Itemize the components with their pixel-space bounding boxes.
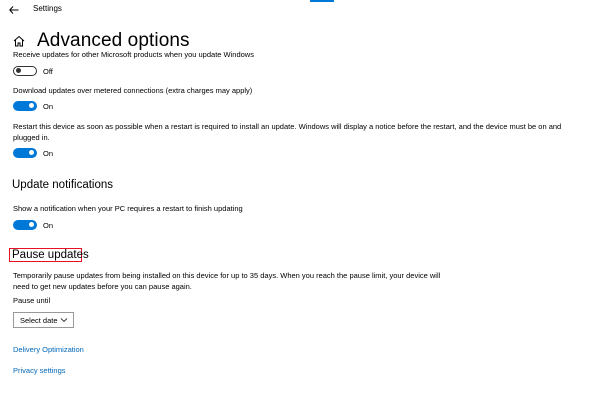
restart-description-line1: Restart this device as soon as possible when a restart is required to install an update. Windows will display a notice before the restart, and the device must be on and [13, 122, 562, 131]
other-products-toggle[interactable] [13, 66, 37, 76]
other-products-description: Receive updates for other Microsoft products when you update Windows [13, 50, 254, 59]
delivery-optimization-link[interactable]: Delivery Optimization [13, 345, 84, 354]
back-arrow-icon [9, 6, 19, 14]
page-title: Advanced options [37, 30, 190, 51]
home-icon [13, 35, 25, 47]
metered-connections-description: Download updates over metered connections (extra charges may apply) [13, 86, 253, 95]
select-value: Select date [20, 315, 58, 325]
home-button[interactable] [12, 34, 26, 48]
metered-connections-toggle[interactable] [13, 101, 37, 111]
notification-toggle-row [13, 219, 53, 231]
restart-asap-toggle[interactable] [13, 148, 37, 158]
title-bar [0, 0, 600, 20]
toggle-knob [29, 103, 34, 108]
update-notifications-heading: Update notifications [12, 179, 114, 191]
accent-strip [310, 0, 334, 2]
toggle-knob [29, 150, 34, 155]
back-button[interactable] [6, 2, 22, 18]
pause-until-select[interactable] [13, 312, 74, 328]
other-products-toggle-row [13, 65, 53, 77]
toggle-state-label: On [43, 220, 54, 230]
toggle-state-label: On [43, 101, 54, 111]
restart-asap-toggle-row [13, 147, 53, 159]
privacy-settings-link[interactable]: Privacy settings [13, 366, 66, 375]
pause-updates-heading: Pause updates [12, 249, 89, 261]
restart-description-line2: plugged in. [13, 133, 50, 142]
pause-until-label: Pause until [13, 296, 51, 305]
toggle-knob [29, 222, 34, 227]
pause-description-line2: need to get new updates before you can pause again. [13, 282, 192, 291]
notification-description: Show a notification when your PC requires a restart to finish updating [13, 204, 243, 213]
toggle-state-label: On [43, 148, 54, 158]
metered-connections-toggle-row [13, 100, 53, 112]
restart-notification-toggle[interactable] [13, 220, 37, 230]
pause-description-line1: Temporarily pause updates from being installed on this device for up to 35 days. When you reach the pause limit, your device will [13, 271, 441, 280]
toggle-knob [16, 68, 21, 73]
chevron-down-icon [60, 316, 68, 324]
window-title: Settings [33, 4, 62, 13]
toggle-state-label: Off [43, 66, 53, 76]
